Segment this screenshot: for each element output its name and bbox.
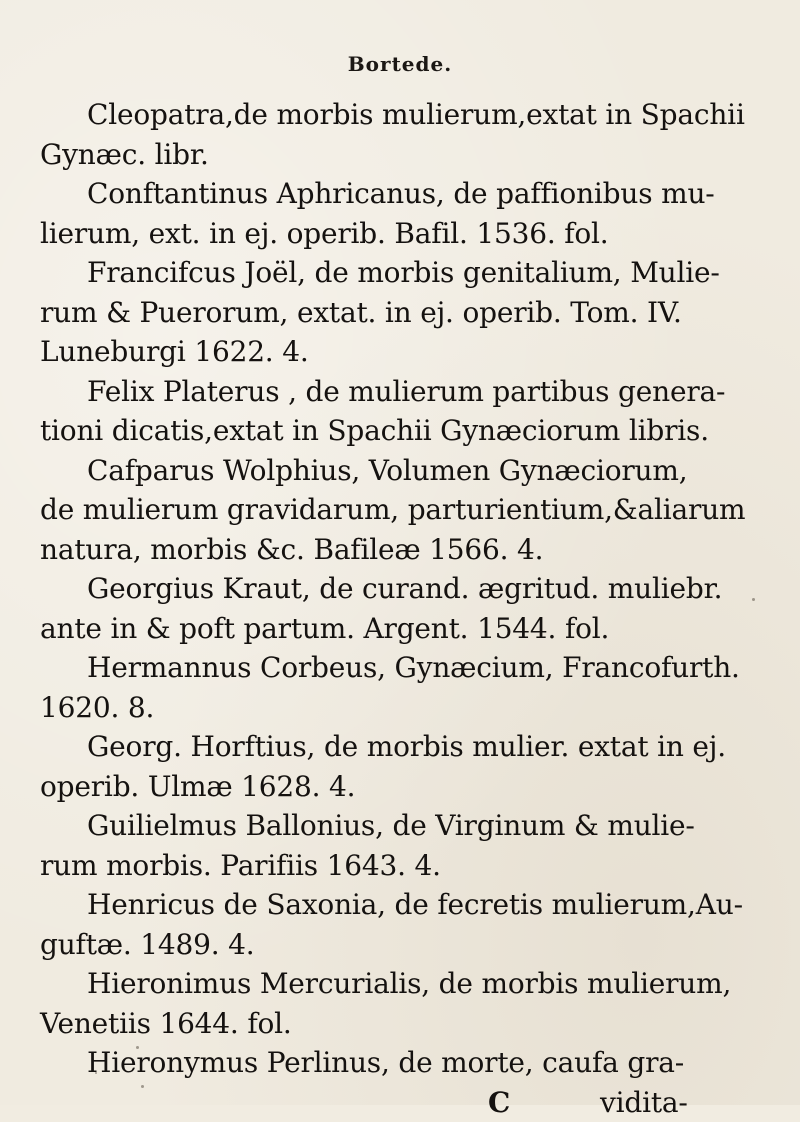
text-line: tioni dicatis,extat in Spachii Gynæciorum libris. bbox=[40, 411, 775, 451]
text-line: operib. Ulmæ 1628. 4. bbox=[40, 767, 775, 807]
text-line: Henricus de Saxonia, de fecretis mulierum,Au- bbox=[40, 885, 775, 925]
text-line: ante in & poft partum. Argent. 1544. fol. bbox=[40, 609, 775, 649]
paper-speck bbox=[141, 1085, 144, 1088]
paper-speck bbox=[752, 598, 755, 601]
text-line: Francifcus Joël, de morbis genitalium, Mulie- bbox=[40, 253, 775, 293]
text-line: Hieronimus Mercurialis, de morbis mulierum, bbox=[40, 964, 775, 1004]
text-line: Hermannus Corbeus, Gynæcium, Francofurth. bbox=[40, 648, 775, 688]
text-line: Felix Platerus , de mulierum partibus genera- bbox=[40, 372, 775, 412]
text-line: Venetiis 1644. fol. bbox=[40, 1004, 775, 1044]
text-line: rum & Puerorum, extat. in ej. operib. Tom. IV. bbox=[40, 293, 775, 333]
paper-speck bbox=[95, 1072, 97, 1074]
text-line: Georg. Horftius, de morbis mulier. extat in ej. bbox=[40, 727, 775, 767]
catchword: vidita- bbox=[600, 1083, 688, 1122]
text-line: guftæ. 1489. 4. bbox=[40, 925, 775, 965]
text-line: Luneburgi 1622. 4. bbox=[40, 332, 775, 372]
text-line: natura, morbis &c. Bafileæ 1566. 4. bbox=[40, 530, 775, 570]
text-line: de mulierum gravidarum, parturientium,&aliarum bbox=[40, 490, 775, 530]
text-line: Guilielmus Ballonius, de Virginum & mulie- bbox=[40, 806, 775, 846]
text-line: 1620. 8. bbox=[40, 688, 775, 728]
text-line: Georgius Kraut, de curand. ægritud. muliebr. bbox=[40, 569, 775, 609]
text-line: Hieronymus Perlinus, de morte, caufa gra- bbox=[40, 1043, 775, 1083]
text-line: Cleopatra,de morbis mulierum,extat in Spachii bbox=[40, 95, 775, 135]
signature-mark: C bbox=[488, 1083, 510, 1122]
text-line: Conftantinus Aphricanus, de paffionibus mu- bbox=[40, 174, 775, 214]
page-footer bbox=[40, 1083, 775, 1122]
text-line: lierum, ext. in ej. operib. Bafil. 1536. fol. bbox=[40, 214, 775, 254]
text-line: Gynæc. libr. bbox=[40, 135, 775, 175]
running-head: Bortede. bbox=[0, 52, 800, 76]
text-line: Cafparus Wolphius, Volumen Gynæciorum, bbox=[40, 451, 775, 491]
bibliography-text bbox=[40, 95, 775, 1122]
paper-speck bbox=[136, 1046, 139, 1049]
text-line: rum morbis. Parifiis 1643. 4. bbox=[40, 846, 775, 886]
